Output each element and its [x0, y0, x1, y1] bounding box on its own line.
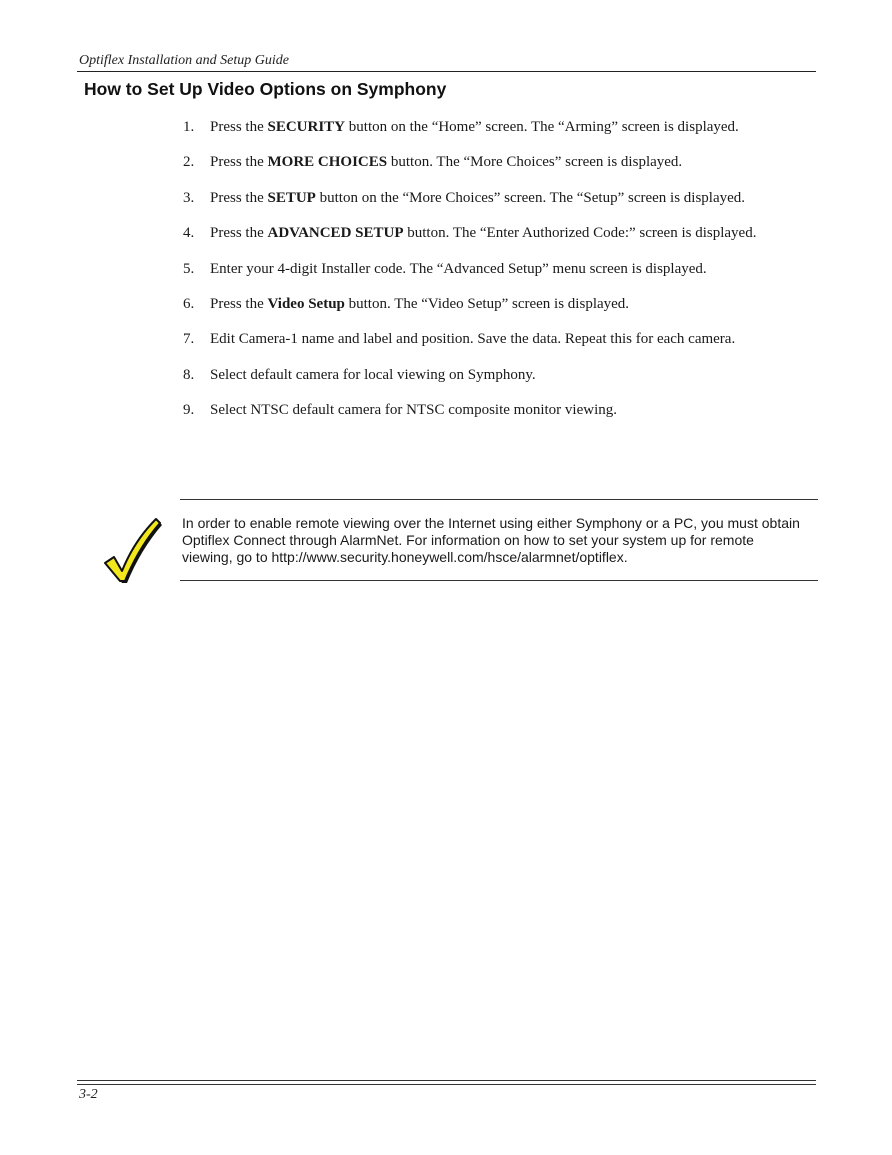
- step-item: [183, 118, 813, 136]
- note-top-rule: [180, 499, 818, 500]
- step-item: [183, 295, 813, 313]
- step-number: 1.: [183, 119, 195, 135]
- step-text: Select NTSC default camera for NTSC composite monitor viewing.: [210, 402, 617, 419]
- step-text: Press the Video Setup button. The “Video Setup” screen is displayed.: [210, 295, 630, 312]
- note-bottom-rule: [180, 580, 818, 581]
- step-number: 2.: [183, 154, 195, 171]
- running-header: Optiflex Installation and Setup Guide: [79, 53, 289, 68]
- step-text: Press the SETUP button on the “More Choices” screen. The “Setup” screen is displayed.: [210, 189, 746, 206]
- step-number: 6.: [183, 295, 195, 312]
- steps-list: [183, 118, 813, 437]
- step-item: [183, 153, 813, 171]
- step-item: [183, 189, 813, 207]
- step-number: 4.: [183, 225, 195, 242]
- step-number: 7.: [183, 331, 195, 348]
- step-text: Press the ADVANCED SETUP button. The “Enter Authorized Code:” screen is displayed.: [210, 225, 757, 242]
- step-text: Press the SECURITY button on the “Home” screen. The “Arming” screen is displayed.: [210, 119, 739, 135]
- step-item: [183, 260, 813, 278]
- step-item: [183, 401, 813, 419]
- step-item: [183, 366, 813, 384]
- page-number: 3-2: [79, 1087, 98, 1102]
- step-item: [183, 330, 813, 348]
- footer-rule: [77, 1084, 816, 1085]
- step-number: 8.: [183, 366, 195, 383]
- section-title: How to Set Up Video Options on Symphony: [84, 79, 447, 99]
- step-number: 5.: [183, 260, 195, 277]
- step-text: Enter your 4-digit Installer code. The “Advanced Setup” menu screen is displayed.: [210, 260, 707, 277]
- step-text: Edit Camera-1 name and label and position. Save the data. Repeat this for each camera.: [210, 331, 736, 348]
- checkmark-icon: [100, 515, 162, 583]
- step-number: 3.: [183, 189, 195, 206]
- step-item: [183, 224, 813, 242]
- note-text: In order to enable remote viewing over the Internet using either Symphony or a PC, you must obtain Optiflex Connect through AlarmNet. For information on how to set your system up for remote viewing, go to http://www.security.honeywell.com/hsce/alarmnet/optiflex.: [182, 515, 800, 565]
- step-text: Select default camera for local viewing on Symphony.: [210, 366, 536, 383]
- step-number: 9.: [183, 402, 195, 419]
- header-rule: [77, 71, 816, 72]
- footer-rule: [77, 1080, 816, 1081]
- step-text: Press the MORE CHOICES button. The “More Choices” screen is displayed.: [210, 154, 683, 171]
